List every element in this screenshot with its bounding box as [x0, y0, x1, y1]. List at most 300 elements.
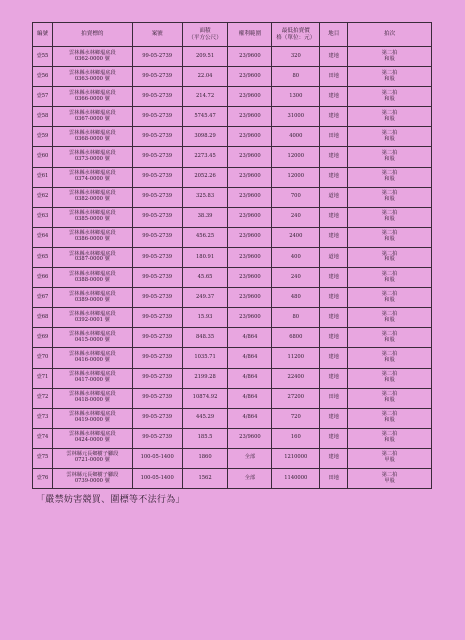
lot-auction-round: 第二拍: [381, 89, 398, 96]
lot-rights-scope: 4/864: [228, 328, 272, 348]
lot-auction-round: 第二拍: [381, 210, 398, 217]
lot-case-number: 99-05-2739: [132, 47, 182, 67]
table-row: [33, 308, 432, 328]
lot-land-use: 建地: [320, 288, 348, 308]
lot-auction-round: 第二拍: [381, 230, 398, 237]
table-row: [33, 448, 432, 468]
lot-min-price: 240: [272, 268, 320, 288]
lot-auction-round: 第二拍: [381, 49, 398, 56]
lot-number: 壹62: [33, 187, 53, 207]
lot-auction-round: 第二拍: [381, 371, 398, 378]
lot-area: 456.25: [182, 227, 228, 247]
lot-rights-scope: 23/9600: [228, 47, 272, 67]
lot-min-price: 480: [272, 288, 320, 308]
table-row: [33, 388, 432, 408]
lot-area: 214.72: [182, 87, 228, 107]
lot-area: 22.04: [182, 67, 228, 87]
lot-min-price: 700: [272, 187, 320, 207]
lot-land-use: 建地: [320, 107, 348, 127]
lot-rights-scope: 23/9600: [228, 308, 272, 328]
lot-land-use: 道地: [320, 247, 348, 267]
lot-land-use: 建地: [320, 47, 348, 67]
lot-court-division: 和股: [384, 55, 395, 62]
table-row: [33, 147, 432, 167]
lot-auction-round: 第二拍: [381, 411, 398, 418]
lot-land-use: 建地: [320, 147, 348, 167]
lot-court-division: 和股: [384, 397, 395, 404]
lot-location: 雲林縣水林鄉塭底段: [68, 391, 116, 398]
header-price-line2: 格（單位：元）: [276, 34, 316, 41]
lot-court-division: 和股: [384, 336, 395, 343]
lot-court-division: 和股: [384, 156, 395, 163]
lot-rights-scope: 23/9600: [228, 107, 272, 127]
lot-rights-scope: 4/864: [228, 388, 272, 408]
lot-remark: [348, 47, 432, 67]
lot-location: 雲林縣水林鄉塭底段: [68, 210, 116, 217]
lot-description: [52, 87, 132, 107]
lot-min-price: 1140000: [272, 468, 320, 488]
lot-number: 壹65: [33, 247, 53, 267]
lot-location: 雲林縣水林鄉塭底段: [68, 109, 116, 116]
table-row: [33, 428, 432, 448]
lot-min-price: 12000: [272, 147, 320, 167]
lot-case-number: 99-05-2739: [132, 187, 182, 207]
lot-parcel-number: 0417-0000 號: [74, 377, 110, 384]
lot-auction-round: 第二拍: [381, 190, 398, 197]
lot-rights-scope: 23/9600: [228, 87, 272, 107]
lot-location: 雲林縣水林鄉塭底段: [68, 170, 116, 177]
table-row: [33, 127, 432, 147]
lot-rights-scope: 23/9600: [228, 67, 272, 87]
lot-land-use: 建地: [320, 87, 348, 107]
lot-number: 壹75: [33, 448, 53, 468]
lot-area: 249.37: [182, 288, 228, 308]
lot-auction-round: 第二拍: [381, 129, 398, 136]
lot-parcel-number: 0368-0000 號: [74, 135, 110, 142]
lot-rights-scope: 23/9600: [228, 127, 272, 147]
lot-land-use: 建地: [320, 448, 348, 468]
lot-description: [52, 227, 132, 247]
lot-description: [52, 67, 132, 87]
lot-area: 848.35: [182, 328, 228, 348]
lot-number: 壹67: [33, 288, 53, 308]
lot-remark: [348, 468, 432, 488]
lot-description: [52, 207, 132, 227]
lot-court-division: 和股: [384, 256, 395, 263]
lot-description: [52, 448, 132, 468]
lot-number: 壹72: [33, 388, 53, 408]
lot-location: 雲林縣水林鄉塭底段: [68, 330, 116, 337]
lot-land-use: 建地: [320, 408, 348, 428]
lot-area: 1860: [182, 448, 228, 468]
lot-auction-round: 第二拍: [381, 150, 398, 157]
lot-remark: [348, 107, 432, 127]
lot-remark: [348, 207, 432, 227]
lot-remark: [348, 227, 432, 247]
lot-description: [52, 107, 132, 127]
header-target: 拍賣標的: [52, 23, 132, 47]
lot-number: 壹58: [33, 107, 53, 127]
lot-number: 壹61: [33, 167, 53, 187]
table-row: [33, 468, 432, 488]
lot-number: 壹56: [33, 67, 53, 87]
lot-auction-round: 第二拍: [381, 170, 398, 177]
lot-description: [52, 408, 132, 428]
lot-number: 壹69: [33, 328, 53, 348]
lot-court-division: 和股: [384, 417, 395, 424]
lot-court-division: 和股: [384, 196, 395, 203]
lot-parcel-number: 0721-0000 號: [74, 457, 110, 464]
lot-number: 壹71: [33, 368, 53, 388]
lot-court-division: 和股: [384, 216, 395, 223]
lot-auction-round: 第二拍: [381, 310, 398, 317]
lot-remark: [348, 328, 432, 348]
lot-case-number: 100-05-1400: [132, 448, 182, 468]
lot-auction-round: 第二拍: [381, 471, 398, 478]
lot-case-number: 99-05-2739: [132, 67, 182, 87]
table-row: [33, 288, 432, 308]
lot-min-price: 2400: [272, 227, 320, 247]
lot-court-division: 和股: [384, 135, 395, 142]
lot-parcel-number: 0382-0000 號: [74, 196, 110, 203]
lot-rights-scope: 4/864: [228, 408, 272, 428]
lot-parcel-number: 0416-0000 號: [74, 356, 110, 363]
lot-case-number: 100-05-1400: [132, 468, 182, 488]
header-price: [272, 23, 320, 47]
lot-court-division: 和股: [384, 377, 395, 384]
lot-description: [52, 167, 132, 187]
lot-auction-round: 第二拍: [381, 350, 398, 357]
table-row: [33, 87, 432, 107]
lot-min-price: 1210000: [272, 448, 320, 468]
lot-rights-scope: 23/9600: [228, 247, 272, 267]
lot-min-price: 80: [272, 308, 320, 328]
lot-location: 雲林縣水林鄉塭底段: [68, 310, 116, 317]
lot-remark: [348, 368, 432, 388]
lot-description: [52, 268, 132, 288]
lot-location: 雲林縣水林鄉塭底段: [68, 371, 116, 378]
lot-area: 2052.26: [182, 167, 228, 187]
lot-rights-scope: 23/9600: [228, 207, 272, 227]
lot-area: 38.39: [182, 207, 228, 227]
table-header-row: [33, 23, 432, 47]
lot-rights-scope: 全部: [228, 448, 272, 468]
lot-min-price: 27200: [272, 388, 320, 408]
lot-location: 雲林縣元長鄉樹子腳段: [66, 451, 119, 458]
lot-parcel-number: 0424-0000 號: [74, 437, 110, 444]
lot-case-number: 99-05-2739: [132, 388, 182, 408]
lot-case-number: 99-05-2739: [132, 87, 182, 107]
lot-remark: [348, 268, 432, 288]
lot-case-number: 99-05-2739: [132, 288, 182, 308]
lot-parcel-number: 0389-0000 號: [74, 296, 110, 303]
lot-description: [52, 127, 132, 147]
table-row: [33, 408, 432, 428]
lot-rights-scope: 4/864: [228, 348, 272, 368]
lot-number: 壹76: [33, 468, 53, 488]
lot-description: [52, 247, 132, 267]
lot-parcel-number: 0374-0000 號: [74, 176, 110, 183]
lot-remark: [348, 448, 432, 468]
header-no: 編號: [33, 23, 53, 47]
table-row: [33, 47, 432, 67]
lot-area: 5745.47: [182, 107, 228, 127]
lot-case-number: 99-05-2739: [132, 268, 182, 288]
lot-description: [52, 187, 132, 207]
lot-min-price: 400: [272, 247, 320, 267]
table-row: [33, 227, 432, 247]
lot-number: 壹74: [33, 428, 53, 448]
lot-parcel-number: 0373-0000 號: [74, 156, 110, 163]
lot-location: 雲林縣水林鄉塭底段: [68, 230, 116, 237]
lot-area: 180.91: [182, 247, 228, 267]
lot-description: [52, 388, 132, 408]
lot-parcel-number: 0387-0000 號: [74, 256, 110, 263]
lot-remark: [348, 127, 432, 147]
lot-min-price: 720: [272, 408, 320, 428]
table-row: [33, 348, 432, 368]
lot-court-division: 和股: [384, 75, 395, 82]
lot-min-price: 80: [272, 67, 320, 87]
table-row: [33, 368, 432, 388]
lot-location: 雲林縣水林鄉塭底段: [68, 129, 116, 136]
lot-rights-scope: 23/9600: [228, 227, 272, 247]
table-body: [33, 47, 432, 489]
lot-area: 445.29: [182, 408, 228, 428]
lot-parcel-number: 0367-0000 號: [74, 115, 110, 122]
lot-min-price: 6800: [272, 328, 320, 348]
lot-min-price: 1300: [272, 87, 320, 107]
lot-remark: [348, 247, 432, 267]
lot-case-number: 99-05-2739: [132, 428, 182, 448]
lot-parcel-number: 0418-0000 號: [74, 397, 110, 404]
table-row: [33, 187, 432, 207]
lot-case-number: 99-05-2739: [132, 328, 182, 348]
lot-remark: [348, 147, 432, 167]
lot-court-division: 和股: [384, 437, 395, 444]
lot-parcel-number: 0388-0000 號: [74, 276, 110, 283]
lot-description: [52, 288, 132, 308]
lot-land-use: 建地: [320, 227, 348, 247]
lot-court-division: 甲股: [384, 477, 395, 484]
table-row: [33, 328, 432, 348]
lot-location: 雲林縣水林鄉塭底段: [68, 290, 116, 297]
lot-remark: [348, 87, 432, 107]
lot-description: [52, 328, 132, 348]
table-row: [33, 247, 432, 267]
header-area: [182, 23, 228, 47]
lot-area: 10874.92: [182, 388, 228, 408]
lot-area: 185.5: [182, 428, 228, 448]
lot-min-price: 4000: [272, 127, 320, 147]
lot-land-use: 建地: [320, 328, 348, 348]
lot-number: 壹68: [33, 308, 53, 328]
lot-parcel-number: 0362-0000 號: [74, 55, 110, 62]
lot-land-use: 道地: [320, 187, 348, 207]
lot-parcel-number: 0366-0000 號: [74, 95, 110, 102]
lot-auction-round: 第二拍: [381, 391, 398, 398]
lot-court-division: 和股: [384, 115, 395, 122]
header-land-use: 地目: [320, 23, 348, 47]
lot-case-number: 99-05-2739: [132, 127, 182, 147]
lot-auction-round: 第二拍: [381, 109, 398, 116]
lot-court-division: 和股: [384, 356, 395, 363]
lot-auction-round: 第二拍: [381, 451, 398, 458]
lot-area: 45.65: [182, 268, 228, 288]
lot-min-price: 240: [272, 207, 320, 227]
lot-number: 壹63: [33, 207, 53, 227]
table-row: [33, 67, 432, 87]
lot-min-price: 160: [272, 428, 320, 448]
header-case-no: 案號: [132, 23, 182, 47]
lot-number: 壹57: [33, 87, 53, 107]
table-row: [33, 268, 432, 288]
lot-court-division: 甲股: [384, 457, 395, 464]
warning-notice: 「嚴禁妨害競買、圍標等不法行為」: [36, 495, 185, 505]
lot-location: 雲林縣水林鄉塭底段: [68, 250, 116, 257]
lot-auction-round: 第二拍: [381, 250, 398, 257]
lot-land-use: 建地: [320, 428, 348, 448]
lot-case-number: 99-05-2739: [132, 107, 182, 127]
lot-case-number: 99-05-2739: [132, 247, 182, 267]
lot-case-number: 99-05-2739: [132, 368, 182, 388]
lot-rights-scope: 23/9600: [228, 167, 272, 187]
lot-auction-round: 第二拍: [381, 290, 398, 297]
lot-case-number: 99-05-2739: [132, 207, 182, 227]
lot-remark: [348, 348, 432, 368]
lot-location: 雲林縣水林鄉塭底段: [68, 89, 116, 96]
lot-area: 209.51: [182, 47, 228, 67]
lot-number: 壹55: [33, 47, 53, 67]
lot-location: 雲林縣水林鄉塭底段: [68, 431, 116, 438]
lot-parcel-number: 0363-0000 號: [74, 75, 110, 82]
lot-location: 雲林縣水林鄉塭底段: [68, 350, 116, 357]
lot-location: 雲林縣水林鄉塭底段: [68, 150, 116, 157]
lot-auction-round: 第二拍: [381, 431, 398, 438]
header-remark: 拍次: [348, 23, 432, 47]
header-scope: 權利範圍: [228, 23, 272, 47]
lot-land-use: 田地: [320, 468, 348, 488]
lot-case-number: 99-05-2739: [132, 308, 182, 328]
lot-area: 2199.28: [182, 368, 228, 388]
lot-parcel-number: 0419-0000 號: [74, 417, 110, 424]
lot-remark: [348, 167, 432, 187]
lot-rights-scope: 4/864: [228, 368, 272, 388]
header-area-line2: （平方公尺）: [188, 34, 222, 41]
lot-description: [52, 428, 132, 448]
lot-area: 2273.45: [182, 147, 228, 167]
lot-remark: [348, 308, 432, 328]
lot-min-price: 31000: [272, 107, 320, 127]
lot-parcel-number: 0386-0000 號: [74, 236, 110, 243]
lot-description: [52, 47, 132, 67]
lot-land-use: 田地: [320, 67, 348, 87]
table-row: [33, 167, 432, 187]
lot-area: 1035.71: [182, 348, 228, 368]
lot-remark: [348, 67, 432, 87]
lot-area: 15.93: [182, 308, 228, 328]
lot-number: 壹70: [33, 348, 53, 368]
lot-number: 壹60: [33, 147, 53, 167]
lot-location: 雲林縣水林鄉塭底段: [68, 49, 116, 56]
lot-land-use: 建地: [320, 368, 348, 388]
lot-land-use: 建地: [320, 308, 348, 328]
lot-description: [52, 308, 132, 328]
lot-rights-scope: 23/9600: [228, 428, 272, 448]
lot-location: 雲林縣水林鄉塭底段: [68, 190, 116, 197]
lot-case-number: 99-05-2739: [132, 167, 182, 187]
header-area-line1: 面積: [199, 28, 211, 35]
lot-auction-round: 第二拍: [381, 330, 398, 337]
lot-case-number: 99-05-2739: [132, 227, 182, 247]
lot-court-division: 和股: [384, 236, 395, 243]
lot-rights-scope: 23/9600: [228, 288, 272, 308]
lot-remark: [348, 388, 432, 408]
lot-court-division: 和股: [384, 276, 395, 283]
lot-court-division: 和股: [384, 316, 395, 323]
lot-location: 雲林縣水林鄉塭底段: [68, 270, 116, 277]
lot-parcel-number: 0385-0000 號: [74, 216, 110, 223]
lot-min-price: 320: [272, 47, 320, 67]
lot-auction-round: 第二拍: [381, 69, 398, 76]
lot-case-number: 99-05-2739: [132, 147, 182, 167]
auction-lot-table: [32, 22, 432, 489]
lot-number: 壹59: [33, 127, 53, 147]
lot-min-price: 12000: [272, 167, 320, 187]
lot-land-use: 建地: [320, 167, 348, 187]
lot-land-use: 建地: [320, 268, 348, 288]
lot-description: [52, 147, 132, 167]
lot-case-number: 99-05-2739: [132, 348, 182, 368]
lot-court-division: 和股: [384, 296, 395, 303]
lot-rights-scope: 全部: [228, 468, 272, 488]
lot-remark: [348, 288, 432, 308]
lot-area: 3098.29: [182, 127, 228, 147]
lot-description: [52, 368, 132, 388]
lot-land-use: 建地: [320, 207, 348, 227]
lot-land-use: 建地: [320, 348, 348, 368]
lot-number: 壹73: [33, 408, 53, 428]
lot-rights-scope: 23/9600: [228, 187, 272, 207]
lot-min-price: 22400: [272, 368, 320, 388]
lot-remark: [348, 187, 432, 207]
lot-parcel-number: 0392-0001 號: [74, 316, 110, 323]
lot-parcel-number: 0739-0000 號: [74, 477, 110, 484]
lot-remark: [348, 428, 432, 448]
lot-area: 325.83: [182, 187, 228, 207]
lot-rights-scope: 23/9600: [228, 147, 272, 167]
lot-min-price: 11200: [272, 348, 320, 368]
lot-description: [52, 348, 132, 368]
lot-court-division: 和股: [384, 95, 395, 102]
lot-rights-scope: 23/9600: [228, 268, 272, 288]
lot-location: 雲林縣水林鄉塭底段: [68, 411, 116, 418]
lot-number: 壹66: [33, 268, 53, 288]
lot-case-number: 99-05-2739: [132, 408, 182, 428]
lot-area: 1562: [182, 468, 228, 488]
table-row: [33, 107, 432, 127]
lot-auction-round: 第二拍: [381, 270, 398, 277]
lot-parcel-number: 0415-0000 號: [74, 336, 110, 343]
lot-remark: [348, 408, 432, 428]
header-price-line1: 最低拍賣價: [281, 28, 310, 35]
lot-location: 雲林縣水林鄉塭底段: [68, 69, 116, 76]
lot-land-use: 田地: [320, 388, 348, 408]
table-row: [33, 207, 432, 227]
lot-location: 雲林縣元長鄉樹子腳段: [66, 471, 119, 478]
lot-description: [52, 468, 132, 488]
lot-land-use: 田地: [320, 127, 348, 147]
